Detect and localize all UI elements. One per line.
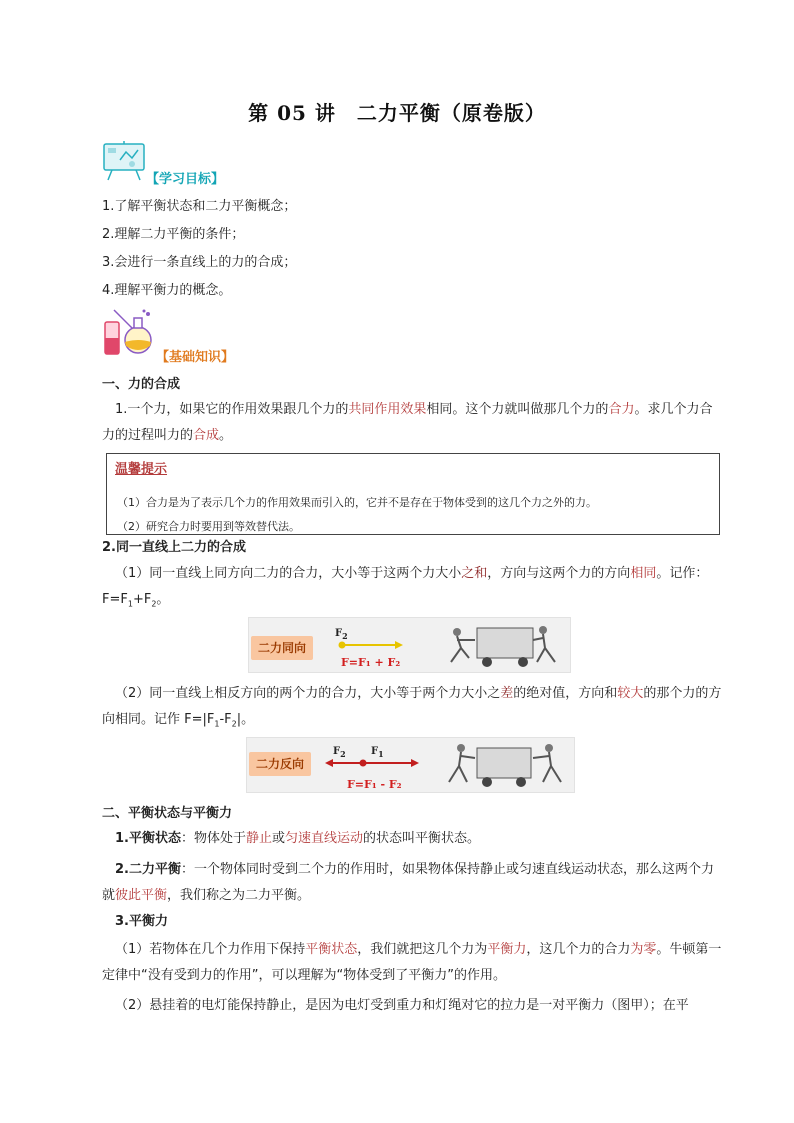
part1-paragraph-1: 1.一个力，如果它的作用效果跟几个力的共同作用效果相同。这个力就叫做那几个力的合力。求几个力合力的过程叫力的合成。 [102,402,713,443]
tip-box [106,453,720,535]
page-title: 第 05 讲 二力平衡（原卷版） [248,101,546,125]
opposite-force-arrows [323,758,423,768]
figure-opposite-direction [246,737,575,793]
basics-tag: 【基础知识】 [156,350,235,365]
cart-illustration [437,740,571,790]
force-arrow [337,640,407,650]
whiteboard-icon [102,140,148,182]
tip-title: 温馨提示 [115,462,168,477]
force-label: $F_2$ [333,746,346,759]
objective-item: 4.理解平衡力的概念。 [102,283,232,298]
formula: F=F₁ - F₂ [347,778,402,791]
part1-paragraph-3: （2）同一直线上相反方向的两个力的合力，大小等于两个力大小之差的绝对值，方向和较大的那个力的方向相同。记作 $F=|F_1-F_2|$。 [102,686,722,729]
formula: F=F₁ + F₂ [341,656,401,669]
figure-label: 二力同向 [251,636,313,660]
tip-line: （1）合力是为了表示几个力的作用效果而引入的，它并不是存在于物体受到的这几个力之外的力。 [117,496,597,509]
flask-icon [102,308,154,356]
part2-paragraph-4: （2）悬挂着的电灯能保持静止，是因为电灯受到重力和灯绳对它的拉力是一对平衡力（图甲）；在平 [115,998,689,1013]
objective-item: 1.了解平衡状态和二力平衡概念； [102,199,297,214]
figure-label: 二力反向 [249,752,311,776]
objectives-tag: 【学习目标】 [146,172,225,187]
sub-heading: 3.平衡力 [115,914,168,929]
part1-heading: 一、力的合成 [102,377,181,392]
force-label: $F_1$ [371,746,384,759]
objective-item: 3.会进行一条直线上的力的合成； [102,255,297,270]
part2-heading: 二、平衡状态与平衡力 [102,806,233,821]
objective-item: 2.理解二力平衡的条件； [102,227,245,242]
part1-paragraph-2: （1）同一直线上同方向二力的合力，大小等于这两个力大小之和，方向与这两个力的方向相同。记作：$F=F_1+F_2$。 [102,566,709,609]
figure-same-direction [248,617,571,673]
force-label: $F_2$ [335,628,348,641]
sub-heading: 2.同一直线上二力的合成 [102,540,246,555]
part2-paragraph-2: 2.二力平衡：一个物体同时受到二个力的作用时，如果物体保持静止或匀速直线运动状态，那么这两个力就彼此平衡，我们称之为二力平衡。 [102,862,714,903]
part2-paragraph-3: （1）若物体在几个力作用下保持平衡状态，我们就把这几个力为平衡力，这几个力的合力为零。牛顿第一定律中“没有受到力的作用”，可以理解为“物体受到了平衡力”的作用。 [102,942,722,983]
cart-illustration [439,622,567,670]
tip-line: （2）研究合力时要用到等效替代法。 [117,520,300,533]
part2-paragraph-1: 1.平衡状态：物体处于静止或匀速直线运动的状态叫平衡状态。 [115,831,481,846]
